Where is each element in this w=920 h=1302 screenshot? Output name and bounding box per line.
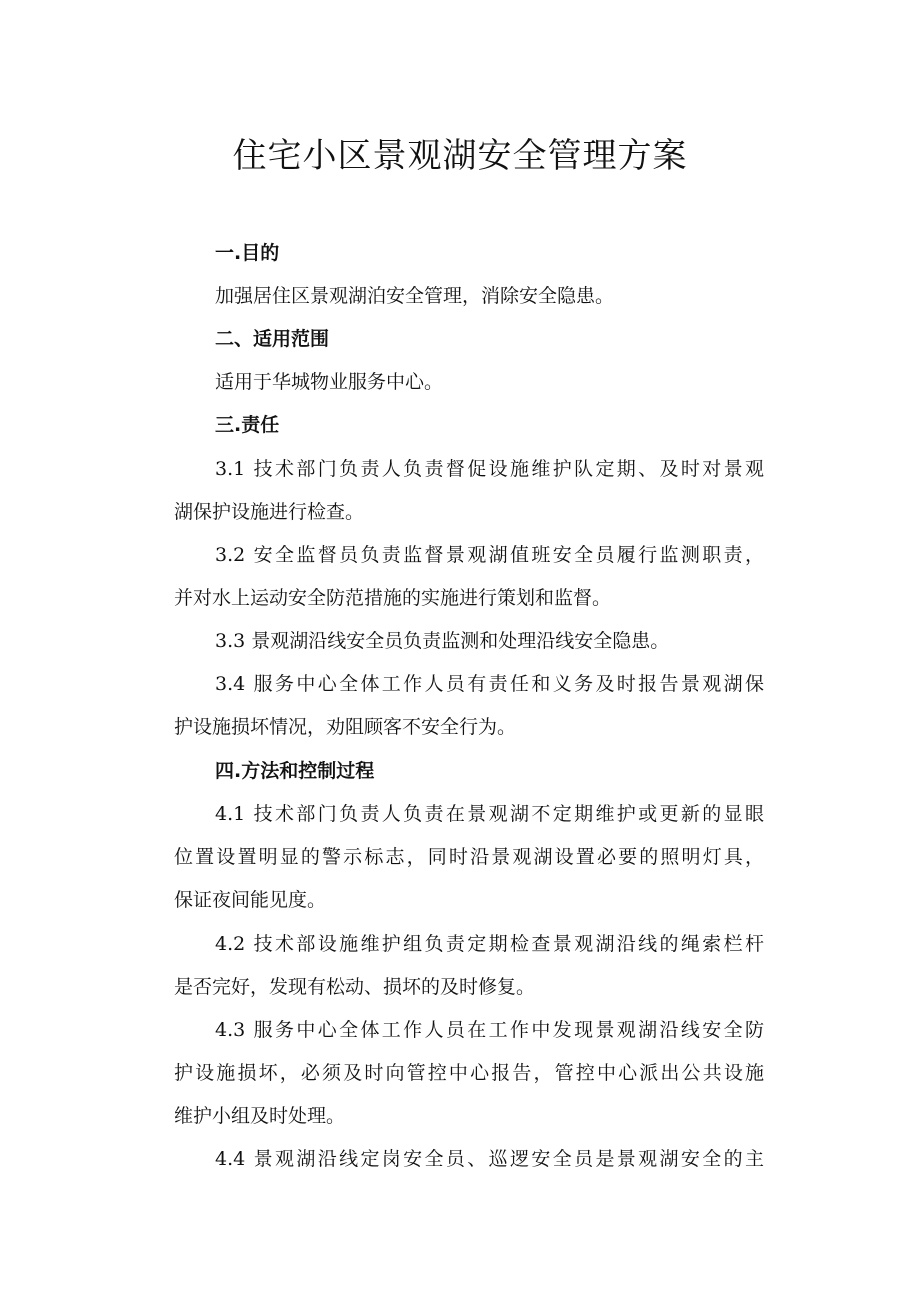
paragraph-3-1-line-1: 3.1 技术部门负责人负责督促设施维护队定期、及时对景观	[215, 458, 764, 480]
paragraph-3-1-line-2: 湖保护设施进行检查。	[174, 501, 365, 523]
paragraph-4-1-line-3: 保证夜间能见度。	[174, 889, 327, 911]
paragraph-4-1-line-2: 位置设置明显的警示标志，同时沿景观湖设置必要的照明灯具，	[174, 846, 764, 868]
paragraph-3-2-line-2: 并对水上运动安全防范措施的实施进行策划和监督。	[174, 587, 612, 609]
paragraph-3-2-line-1: 3.2 安全监督员负责监督景观湖值班安全员履行监测职责，	[215, 544, 764, 566]
section-body-purpose: 加强居住区景观湖泊安全管理，消除安全隐患。	[215, 285, 615, 307]
section-heading-purpose: 一.目的	[215, 242, 280, 264]
section-body-scope: 适用于华城物业服务中心。	[215, 371, 444, 393]
paragraph-3-3-line-1: 3.3 景观湖沿线安全员负责监测和处理沿线安全隐患。	[215, 630, 670, 652]
paragraph-3-4-line-2: 护设施损坏情况，劝阻顾客不安全行为。	[174, 716, 517, 738]
paragraph-4-2-line-1: 4.2 技术部设施维护组负责定期检查景观湖沿线的绳索栏杆	[215, 933, 764, 955]
paragraph-4-1-line-1: 4.1 技术部门负责人负责在景观湖不定期维护或更新的显眼	[215, 803, 764, 825]
section-heading-scope: 二、适用范围	[215, 328, 330, 350]
paragraph-4-4-line-1: 4.4 景观湖沿线定岗安全员、巡逻安全员是景观湖安全的主	[215, 1148, 764, 1170]
paragraph-4-2-line-2: 是否完好，发现有松动、损坏的及时修复。	[174, 976, 536, 998]
paragraph-4-3-line-2: 护设施损坏，必须及时向管控中心报告，管控中心派出公共设施	[174, 1062, 764, 1084]
paragraph-3-4-line-1: 3.4 服务中心全体工作人员有责任和义务及时报告景观湖保	[215, 673, 764, 695]
paragraph-4-3-line-3: 维护小组及时处理。	[174, 1105, 346, 1127]
document-title: 住宅小区景观湖安全管理方案	[232, 136, 688, 176]
paragraph-4-3-line-1: 4.3 服务中心全体工作人员在工作中发现景观湖沿线安全防	[215, 1019, 764, 1041]
section-heading-responsibility: 三.责任	[215, 414, 280, 436]
section-heading-methods: 四.方法和控制过程	[215, 760, 375, 782]
